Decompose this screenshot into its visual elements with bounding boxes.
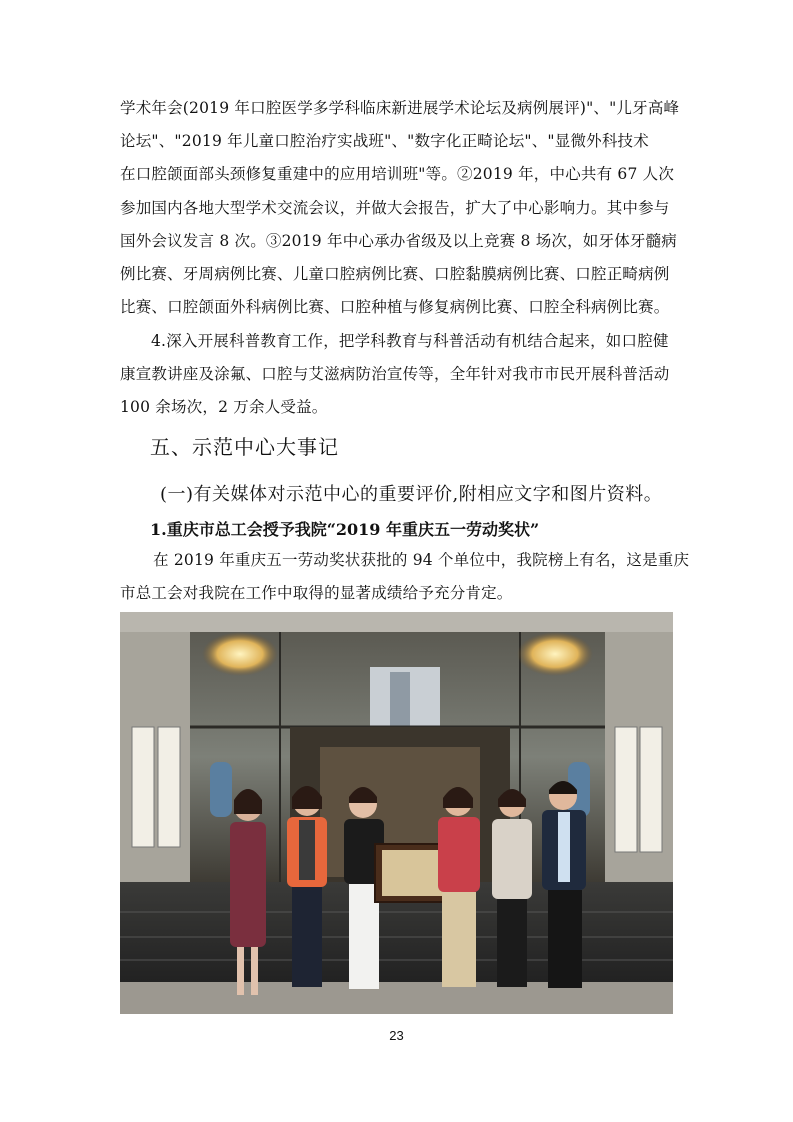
body-line: 论坛"、"2019 年儿童口腔治疗实战班"、"数字化正畸论坛"、"显微外科技术: [120, 132, 649, 150]
body-line: 国外会议发言 8 次。③2019 年中心承办省级及以上竞赛 8 场次，如牙体牙髓病: [120, 232, 678, 250]
body-line: 康宣教讲座及涂氟、口腔与艾滋病防治宣传等，全年针对我市市民开展科普活动: [120, 365, 670, 383]
body-line: 参加国内各地大型学术交流会议，并做大会报告，扩大了中心影响力。其中参与: [120, 199, 670, 217]
item-line: 在 2019 年重庆五一劳动奖状获批的 94 个单位中，我院榜上有名，这是重庆: [153, 551, 690, 569]
section-heading: 五、示范中心大事记: [150, 435, 339, 459]
body-line: 学术年会(2019 年口腔医学多学科临床新进展学术论坛及病例展评)"、"儿牙高峰: [120, 99, 680, 117]
body-line: 100 余场次，2 万余人受益。: [120, 398, 328, 416]
body-line: 在口腔颌面部头颈修复重建中的应用培训班"等。②2019 年，中心共有 67 人次: [120, 165, 675, 183]
subsection-heading: (一)有关媒体对示范中心的重要评价,附相应文字和图片资料。: [160, 484, 663, 505]
item-heading: 1.重庆市总工会授予我院“2019 年重庆五一劳动奖状”: [150, 520, 540, 539]
body-line: 4.深入开展科普教育工作，把学科教育与科普活动有机结合起来，如口腔健: [151, 332, 669, 350]
page-number: 23: [389, 1028, 404, 1043]
award-group-photo: [120, 612, 673, 1014]
body-line: 例比赛、牙周病例比赛、儿童口腔病例比赛、口腔黏膜病例比赛、口腔正畸病例: [120, 265, 670, 283]
body-line: 比赛、口腔颌面外科病例比赛、口腔种植与修复病例比赛、口腔全科病例比赛。: [120, 298, 670, 316]
item-line: 市总工会对我院在工作中取得的显著成绩给予充分肯定。: [120, 584, 513, 602]
